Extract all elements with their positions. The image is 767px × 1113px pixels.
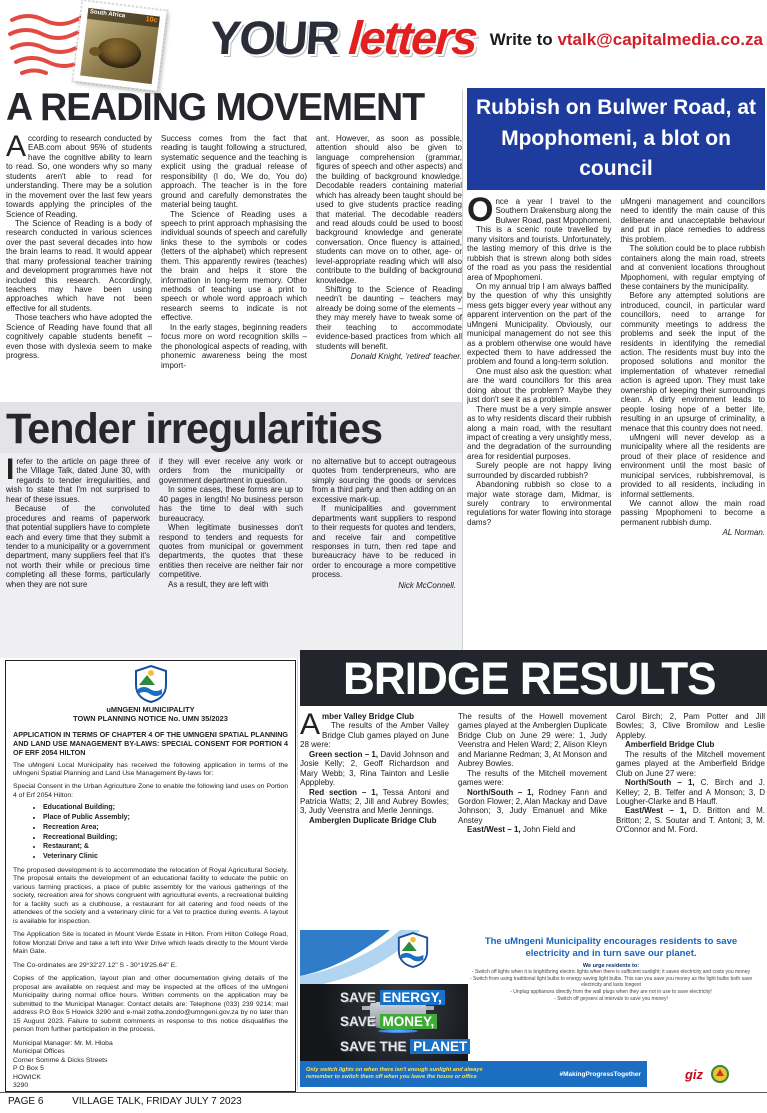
paragraph: Municipal Offices	[13, 1048, 65, 1056]
paragraph: In the early stages, beginning readers focus more on word recognition skills – the phonological aspects of reading, with phonemic awareness being the most import-	[161, 322, 307, 370]
ad-urge-heading: We urge residents to:	[582, 962, 640, 969]
ad-bottom-bar	[300, 1061, 767, 1087]
masthead-your: YOUR	[208, 11, 340, 64]
bridge-col-2	[458, 712, 607, 925]
ad-logos	[647, 1061, 767, 1087]
paragraph: Those teachers who have adopted the Science of Reading have found that all cognitively capable students benefit – even those with dyslexia seem to make progress.	[6, 313, 152, 361]
paragraph: According to research conducted by EAB.com about 95% of students have the cognitive ability to learn to read. So, one wonders why so many students aren't able to read for understanding. There may be a solution in the movement over the last few years towards applying the principles of the Science of Reading.	[6, 134, 152, 219]
paragraph: Shifting to the Science of Reading needn't be daunting – teachers may already be doing some of the elements – they may merely have to tweak some of their teaching to accommodate evidence-based practices from which all students will benefit.	[316, 285, 462, 351]
paragraph: When legitimate businesses don't respond to tenders and requests for quotes from municipal or government departments, the quotes that these entities then receive are neither fair nor competitive.	[159, 523, 303, 580]
tender-headline-band	[0, 402, 462, 453]
ad-hashtag: #MakingProgressTogether	[559, 1070, 641, 1078]
rubbish-headline-box: Rubbish on Bulwer Road, at Mpophomeni, a blot on council	[467, 88, 765, 190]
ad-tips-list	[462, 969, 760, 1003]
paragraph: - Switch from using traditional light bulbs to energy saving light bulbs. This can you save you money as the light bulbs both save electricity and lasts longest	[469, 975, 753, 989]
ad-bar-message: Only switch lights on when there isn't enough sunlight and always remember to switch them off when you leave the house or office	[306, 1066, 483, 1080]
paragraph: P O Box 5	[13, 1065, 44, 1073]
list-item: • Place of Public Assembly;	[43, 814, 288, 823]
paragraph: Once a year I travel to the Southern Drakensburg along the Bulwer Road, past Mpophomeni.	[467, 197, 612, 229]
paragraph: Donald Knight, 'retired' teacher.	[350, 352, 462, 362]
bridge-col-1	[300, 712, 449, 925]
page-number: PAGE 6	[8, 1096, 44, 1107]
paragraph: Red section – 1, Tessa Antoni and Patricia Watts; 2, Jill and Aubrey Bowles; 3, Judy Veenstra and Merle Jennings.	[300, 787, 449, 816]
paragraph: The Science of Reading uses a speech to print approach mphasising the individual sounds of speech and carefully links these to the symbols or codes (letters of the alphabet) which represent them. This apparently rewires (teaches) the brain and helps it store the information in long-term memory. Other methods of teaching use a print to speech or whole word approach which research seems to indicate is not effective.	[161, 209, 307, 323]
sa-coat-of-arms-icon	[711, 1065, 729, 1083]
dropcap: O	[467, 197, 494, 229]
reading-col-3	[316, 134, 462, 402]
paragraph: Nick McConnell.	[398, 580, 456, 590]
paragraph: The uMngeni Local Municipality has received the following application in terms of the uMngeni Spatial Planning and Land Use Management By-laws for:	[13, 761, 288, 777]
paragraph: North/South – 1, Rodney Fann and Gordon Flower; 2, Alan Mackay and Dave Johnson; 3, Judy Emanuel and Mike Anstey	[458, 787, 607, 825]
paragraph: Copies of the application, layout plan and other documentation giving details of the proposal are available on request and may be inspected at the offices of the uMngeni Municipality during normal office hours. Written comments on the application may be submitted to the Municipal Manager. Contact details are: Telephone (033) 239 9214; mail address P.O Box 5 Howick 3290 and e-mail zotha.zondo@umngeni.gov.za by no later than 15 August 2023. Failure to submit comments in response to this notice disqualifies the person from further participation in the process.	[13, 975, 288, 1034]
list-item: • Recreational Building;	[43, 834, 288, 843]
list-item: • Restaurant; &	[43, 843, 288, 852]
rubbish-col-2	[621, 197, 766, 639]
tender-col-1	[6, 457, 150, 645]
save-line-3: SAVE THE PLANET	[340, 1035, 470, 1059]
paragraph: uMngeni management and councillors need to identify the main cause of this deliberate and unacceptable behaviour and put in place remedies to address this problem.	[620, 197, 765, 244]
paragraph: 3290	[13, 1082, 29, 1090]
paragraph: Corner Somme & Dicks Streets	[13, 1056, 108, 1064]
stamp-country-label: South Africa	[87, 8, 160, 28]
paragraph: Before any attempted solutions are introduced, council, in particular ward councillors, need to arrange for community meetings to address the problems and seek the input of the residents in identifying the remedial action. The residents must buy into the proposed solutions and monitor the implementation of whatever remedial action is agreed upon. They must take ownership of keeping their surroundings clean. A dirty environment leads to people losing hope of a better life, resulting in an upsurge of criminality, a menace that this country does not need.	[620, 291, 765, 433]
page-footer	[8, 1096, 242, 1107]
giz-logo: giz	[684, 1066, 704, 1082]
paragraph: This is a scenic route travelled by many visitors and tourists. Unfortunately, the lasting memory of this drive is the rubbish that is strewn along both sides of the road as you pass the residential area of Mpophomeni.	[467, 225, 612, 282]
club-name: mber Valley Bridge Club	[322, 712, 415, 721]
paragraph: Amberfield Bridge Club	[625, 740, 715, 750]
paragraph: Surely people are not happy living surrounded by discarded rubbish?	[467, 461, 612, 480]
paragraph: if they will ever receive any work or orders from the municipality or government department in question.	[159, 457, 303, 485]
paragraph: There must be a very simple answer as to why residents discard their rubbish along a main road, with the resultant impact of creating a very unsightly mess, and the degradation of the surrounding area for residential purposes.	[467, 404, 612, 461]
notice-title: TOWN PLANNING NOTICE No. UMN 35/2023	[73, 714, 228, 724]
paragraph: - Switch off lights when it is bright/bring electric lights when there is sufficient sunlight; it saves electricity and costs you money	[472, 968, 750, 975]
paragraph: Amberglen Duplicate Bridge Club	[309, 815, 437, 825]
masthead-letters: letters	[347, 11, 478, 64]
paragraph: In some cases, these forms are up to 40 pages in length! No business person has the time to deal with such bureaucracy.	[159, 485, 303, 523]
reading-col-2	[161, 134, 307, 402]
issue-line: VILLAGE TALK, FRIDAY JULY 7 2023	[72, 1096, 242, 1107]
notice-heading: APPLICATION IN TERMS OF CHAPTER 4 OF THE UMNGENI SPATIAL PLANNING AND LAND USE MANAGEMENT BY-LAWS: SPECIAL CONSENT FOR PORTION 4 OF ERF 2054 HILTON	[13, 729, 288, 757]
article-reading-movement	[6, 88, 462, 402]
notice-paragraphs-1	[13, 762, 288, 801]
list-item: • Recreation Area;	[43, 824, 288, 833]
save-slogan	[340, 986, 470, 1059]
paragraph: The Science of Reading is a body of research conducted in various sciences over the past several decades into how the brain learns to read. It would appear that many professional teacher training and development programmes have not included this research. Accordingly, teachers may have been using approaches which have not been effective for all students.	[6, 218, 152, 313]
tender-col-2	[159, 457, 303, 645]
paragraph: As a result, they are left with	[168, 579, 269, 589]
dropcap: A	[300, 712, 321, 741]
umngeni-crest-icon	[396, 932, 430, 968]
paragraph: - Unplug appliances directly from the wall plugs when they are not in use to save electricity!	[510, 989, 712, 995]
paragraph: East/West – 1, John Field and	[467, 825, 576, 835]
bridge-col-3	[616, 712, 765, 925]
paragraph: On my annual trip I am always baffled by the question of why this unsightly mess gets bigger every year without any apparent intervention on the part of the uMngeni Municipality. Obviously, our municipal management do not see this as a problem otherwise one would have expected them to have addressed the problem and found a long-term solution.	[467, 281, 612, 367]
paragraph: The Application Site is located in Mount Verde Estate in Hilton. From Hilton College Road, follow Monzali Drive and take a left into Weir Drive which leads directly to the Mount Verde Main Gate.	[13, 931, 288, 956]
paragraph: HOWICK	[13, 1073, 41, 1081]
paragraph: The proposed development is to accommodate the relocation of Royal Agricultural Society. The proposal entails the development of an educational facility to educate the public on various farming practices, a place of public assembly for the various gatherings of the society, recreation area for shows congruent with agricultural events, a recreational building for a facility such as a clubhouse, a restaurant for all catering and food needs of the attendees of the society and a veterinary clinic for a Vet to practice during events. A layout is available for inspection.	[13, 866, 288, 925]
paragraph: The results of the Amber Valley Bridge Club games played on June 28 were:	[300, 721, 449, 750]
umngeni-crest-icon	[133, 665, 169, 703]
notice-land-use-list	[43, 804, 288, 862]
bridge-headline: BRIDGE RESULTS	[343, 652, 716, 704]
paragraph: We cannot allow the main road passing Mpophomeni to become a permanent rubbish dump.	[620, 499, 765, 527]
reading-col-1	[6, 134, 152, 402]
paragraph: Green section – 1, David Johnson and Josie Kelly; 2, Geoff Richardson and Mary Webb; 3, Rina Tainton and Leslie Apppleby.	[300, 749, 449, 788]
paragraph: - Switch off geysers at intervals to save you money!	[554, 995, 668, 1002]
paragraph: uMngeni will never develop as a municipality where all the residents are proud of their place of residence and environment until the most basic of municipal services, rubbishremoval, is provided to all residents, including in informal settlements.	[620, 432, 765, 499]
save-line-1: SAVE ENERGY,	[340, 986, 470, 1010]
paragraph: The solution could be to place rubbish containers along the main road, streets and at convenient locations throughout Mpophomeni, with regular emptying of these containers by the municipality.	[620, 244, 765, 291]
list-item: • Educational Building;	[43, 804, 288, 813]
paragraph: The results of the Mitchell movement games were:	[458, 768, 607, 788]
list-item: • Veterinary Clinic	[43, 853, 288, 862]
write-to-label: Write to	[489, 30, 553, 49]
postmark-stamp-graphic	[8, 4, 208, 82]
paragraph: Irefer to the article on page three of the Village Talk, dated June 30, with regards to tender irregularities, and wish to state that I'm not surprised to hear of these issues.	[6, 457, 150, 504]
paragraph: Special Consent in the Urban Agriculture Zone to enable the following land uses on Portion 4 of Erf 2054 Hilton:	[13, 783, 288, 799]
dropcap: I	[6, 457, 15, 486]
write-to-line	[490, 30, 763, 50]
reading-headline: A READING MOVEMENT	[6, 86, 425, 129]
column-divider	[462, 90, 463, 650]
paragraph: The results of the Howell movement games played at the Amberglen Duplicate Bridge Club on June 29 were: 1, Judy Veenstra and Helen Ward; 2, Alison Kleyn and Marianne Redman; 3, At Monson and Aubrey Bowles.	[458, 712, 607, 769]
masthead	[0, 0, 767, 86]
save-electricity-advert	[300, 930, 767, 1087]
paragraph: Because of the convoluted procedures and reams of paperwork that potential suppliers have to complete each and every time that they submit a tender to a municipality or a government department, many suppliers feel that it's not worth their while or precious time completing all these forms, particularly when they are not sure	[6, 504, 150, 589]
tender-col-3	[312, 457, 456, 645]
ad-bar-blue	[300, 1061, 647, 1087]
paragraph: Success comes from the fact that reading is taught following a structured, systematic sequence and the teaching is explicit using the gradual release of responsibility (I do, We do, You do) approach. The teacher is in the fore ground and carefully demonstrates the material being taught.	[161, 134, 307, 210]
notice-org: uMNGENI MUNICIPALITY	[106, 705, 195, 714]
notice-address-block	[13, 1040, 288, 1091]
ad-copy-block	[462, 936, 760, 1003]
notice-paragraphs-2	[13, 867, 288, 1035]
paragraph: One must also ask the question: what are the ward councillors for this area doing about the problem? Maybe they just don't see it as a problem.	[467, 366, 612, 405]
postage-stamp	[73, 1, 166, 91]
paragraph: North/South – 1, C. Birch and J. Kelley; 2, B. Telfer and A Monson; 3, D Lougher-Clarke and B Hauff.	[616, 778, 765, 806]
letters-email-link[interactable]: vtalk@capitalmedia.co.za	[557, 30, 763, 49]
paragraph: Municipal Manager: Mr. M. Hloba	[13, 1039, 113, 1047]
article-bridge-results	[300, 712, 765, 925]
article-rubbish	[467, 197, 765, 639]
paragraph: Abandoning rubbish so close to a major wate storage dam, Midmar, is surely contrary to environmental regulations for water flowing into storage dams?	[467, 480, 612, 527]
ad-title: The uMngeni Municipality encourages residents to save electricity and in turn save our planet.	[484, 936, 738, 959]
column-divider	[297, 658, 298, 1090]
paragraph: AL Norman.	[722, 528, 765, 538]
paragraph: no alternative but to accept outrageous quotes from tenderpreneurs, who are simply sourcing the goods or services from a third party and then adding on an excessive mark-up.	[312, 457, 456, 504]
tender-headline: Tender irregularities	[6, 405, 382, 453]
town-planning-notice	[5, 660, 296, 1092]
bridge-results-banner	[300, 650, 767, 706]
stamp-value: 10c	[145, 15, 158, 25]
rubbish-col-1	[467, 197, 612, 639]
paragraph: If municipalities and government departments want suppliers to respond to their requests for quotes and tenders, and receive fair and competitive responses in turn, then red tape and bureaucracy have to be reduced in order to encourage a more competitive process.	[312, 504, 456, 580]
article-tender-irregularities	[0, 402, 462, 658]
paragraph: Carol Birch; 2, Pam Potter and Jill Bowles; 3, Clive Bromilow and Leslie Appleby.	[616, 712, 765, 740]
footer-rule	[0, 1092, 767, 1093]
save-line-2: SAVE MONEY,	[340, 1010, 470, 1034]
paragraph: ant. However, as soon as possible, attention should also be given to language comprehension (grammar, figures of speech and other aspects) and the building of background knowledge. Decodable readers containing material which has already been taught should be used to give students practice reading that material. The decodable readers and read alouds could be used to boost background knowledge and generate conversation. Once fluency is attained, students can move on to other, age- or level-appropriate reading which will also contribute to the building of background knowledge.	[316, 134, 462, 285]
paragraph: The results of the Mitchell movement games played at the Amberfield Bridge Club on June 27 were:	[616, 749, 765, 778]
dropcap: A	[6, 134, 27, 163]
paragraph: The Co-ordinates are 29°32'27.12" S - 30°19'25.64" E.	[13, 961, 178, 969]
tortoise-icon	[95, 35, 142, 70]
stamp-image	[80, 8, 160, 84]
paragraph: East/West – 1, D. Britton and M. Britton; 2, S. Soutar and T. Antoni; 3, M. O'Connor and M. Ford.	[616, 806, 765, 835]
